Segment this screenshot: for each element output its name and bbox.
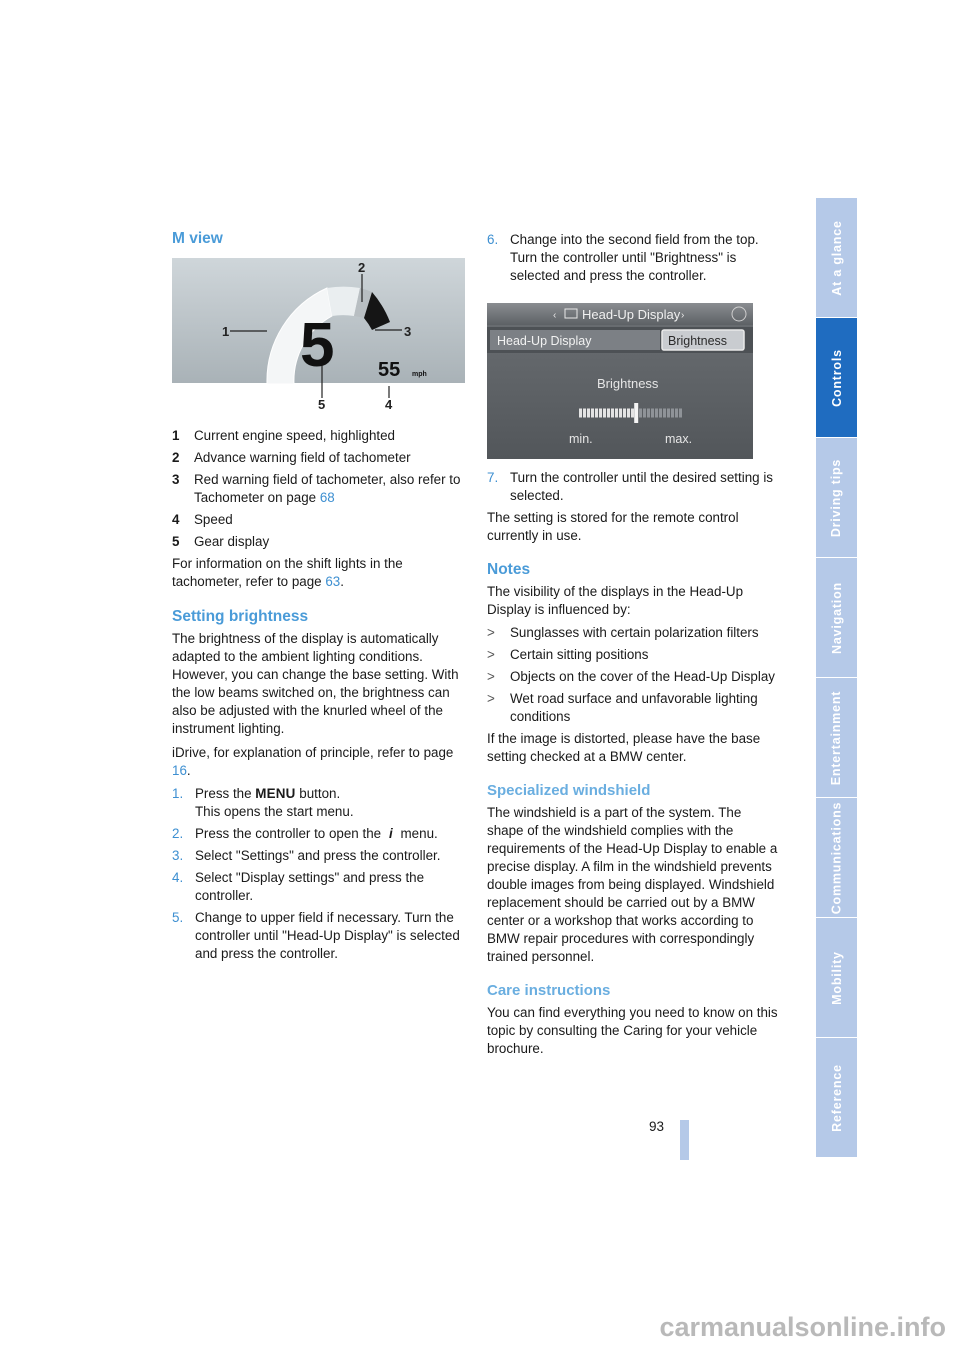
gear-display: 5 [300,311,335,380]
tachometer-figure [172,258,465,410]
right-column [487,228,779,1058]
tab-driving-tips[interactable]: Driving tips [816,438,857,558]
slider-segment [619,409,622,418]
list-item: > Objects on the cover of the Head-Up Display [487,669,775,684]
slider-segment [639,409,642,418]
callout-4: 4 [385,397,393,410]
slider-segment [599,409,602,418]
idrive-paragraph: iDrive, for explanation of principle, refer to page 16. [172,745,454,778]
tab-at-a-glance[interactable]: At a glance [816,198,857,318]
brightness-paragraph: The brightness of the display is automatically adapted to the ambient lighting conditions. However, you can change the base setting. With the low beams switched on, the brightness can also be adjusted with the knurled wheel of the instrument lighting. [172,631,459,736]
list-item: > Sunglasses with certain polarization filters [487,625,759,640]
screen-title: Head-Up Display [582,307,681,322]
windshield-paragraph: The windshield is a part of the system. The shape of the windshield complies with the requirements of the Head-Up Display to enable a precise display. A film in the windshield prevents double images from being displayed. Windshield replacement should be carried out by a BMW center or a workshop that works according to BMW repair procedures with correspondingly trained personnel. [487,805,778,964]
slider-segment [651,409,654,418]
legend-list [172,427,464,551]
shift-info-paragraph: For information on the shift lights in the tachometer, refer to page 63. [172,556,403,589]
slider-segment [627,409,630,418]
legend-item: 3 Red warning field of tachometer, also refer to Tachometer on page 68 [172,472,461,505]
slider-segment [667,409,670,418]
tab-entertainment[interactable]: Entertainment [816,678,857,798]
watermark: carmanualsonline.info [659,1312,946,1342]
screen-brightness-label: Brightness [597,376,659,391]
callout-3: 3 [404,324,412,339]
care-paragraph: You can find everything you need to know on this topic by consulting the Caring for your vehicle brochure. [487,1005,778,1056]
slider-segment [663,409,666,418]
svg-text:›: › [681,310,685,321]
slider-segment [615,409,618,418]
tachometer-illustration [172,258,465,410]
step-7: 7. Turn the controller until the desired setting is selected. [487,470,773,503]
tab-navigation[interactable]: Navigation [816,558,857,678]
slider-segment [675,409,678,418]
slider-segment [647,409,650,418]
page-link-68[interactable]: 68 [319,490,335,505]
steps-list [172,785,464,963]
page-link-16[interactable]: 16 [172,763,187,778]
step-6: 6. Change into the second field from the top. Turn the controller until "Brightness" is selected and press the controller. [487,232,759,283]
tab-mobility[interactable]: Mobility [816,918,857,1038]
notes-list [487,624,779,726]
slider-segment [631,409,634,418]
speed-unit: mph [412,371,427,378]
slider-segment [679,409,682,418]
hud-screen-illustration [487,303,779,459]
screen-max-label: max. [665,432,693,446]
notes-heading: Notes [487,561,531,578]
callout-1: 1 [222,324,230,339]
legend-item: 2 Advance warning field of tachometer [172,450,411,465]
menu-key: MENU [255,786,296,801]
hud-settings-screen [487,303,779,459]
slider-segment [643,409,646,418]
slider-segment [583,409,586,418]
step-2: 2. Press the controller to open the i menu. [172,826,438,841]
care-instructions-heading: Care instructions [487,982,611,999]
callout-2: 2 [358,260,366,275]
tab-reference[interactable]: Reference [816,1038,857,1158]
setting-brightness-heading: Setting brightness [172,608,309,625]
slider-segment [611,409,614,418]
list-item: > Wet road surface and unfavorable lighting conditions [487,691,758,724]
specialized-windshield-heading: Specialized windshield [487,782,651,799]
page-link-63[interactable]: 63 [325,574,341,589]
callout-5: 5 [318,397,326,410]
slider-handle [634,403,638,423]
notes-intro: The visibility of the displays in the Head-Up Display is influenced by: [487,584,744,617]
screen-min-label: min. [569,432,593,446]
step-5: 5. Change to upper field if necessary. Turn the controller until "Head-Up Display" is selected and press the controller. [172,910,460,961]
svg-text:‹: ‹ [553,310,557,321]
slider-segment [591,409,594,418]
list-item: > Certain sitting positions [487,647,649,662]
slider-segment [603,409,606,418]
chapter-tabs [816,198,857,1160]
slider-segment [607,409,610,418]
legend-item: 1 Current engine speed, highlighted [172,428,396,443]
legend-item: 4 Speed [172,512,233,527]
step-3: 3. Select "Settings" and press the controller. [172,848,441,863]
page-number: 93 [649,1119,665,1134]
stored-paragraph: The setting is stored for the remote control currently in use. [487,510,739,543]
notes-outro: If the image is distorted, please have the base setting checked at a BMW center. [487,731,761,764]
tab-controls[interactable]: Controls [816,318,857,438]
slider-segment [623,409,626,418]
slider-segment [595,409,598,418]
legend-item: 5 Gear display [172,534,270,549]
step-4: 4. Select "Display settings" and press the controller. [172,870,425,903]
step-1: 1. Press the MENU button. This opens the start menu. [172,786,354,819]
page-number-bar [680,1120,689,1160]
tab-communications[interactable]: Communications [816,798,857,918]
m-view-heading: M view [172,230,223,247]
speed-value: 55 [378,359,401,381]
slider-segment [587,409,590,418]
info-icon: i [388,826,393,841]
left-column [172,228,464,963]
slider-segment [655,409,658,418]
screen-field-brightness: Brightness [668,334,728,348]
slider-segment [671,409,674,418]
slider-segment [579,409,582,418]
screen-field-hud: Head-Up Display [497,334,592,348]
slider-segment [659,409,662,418]
